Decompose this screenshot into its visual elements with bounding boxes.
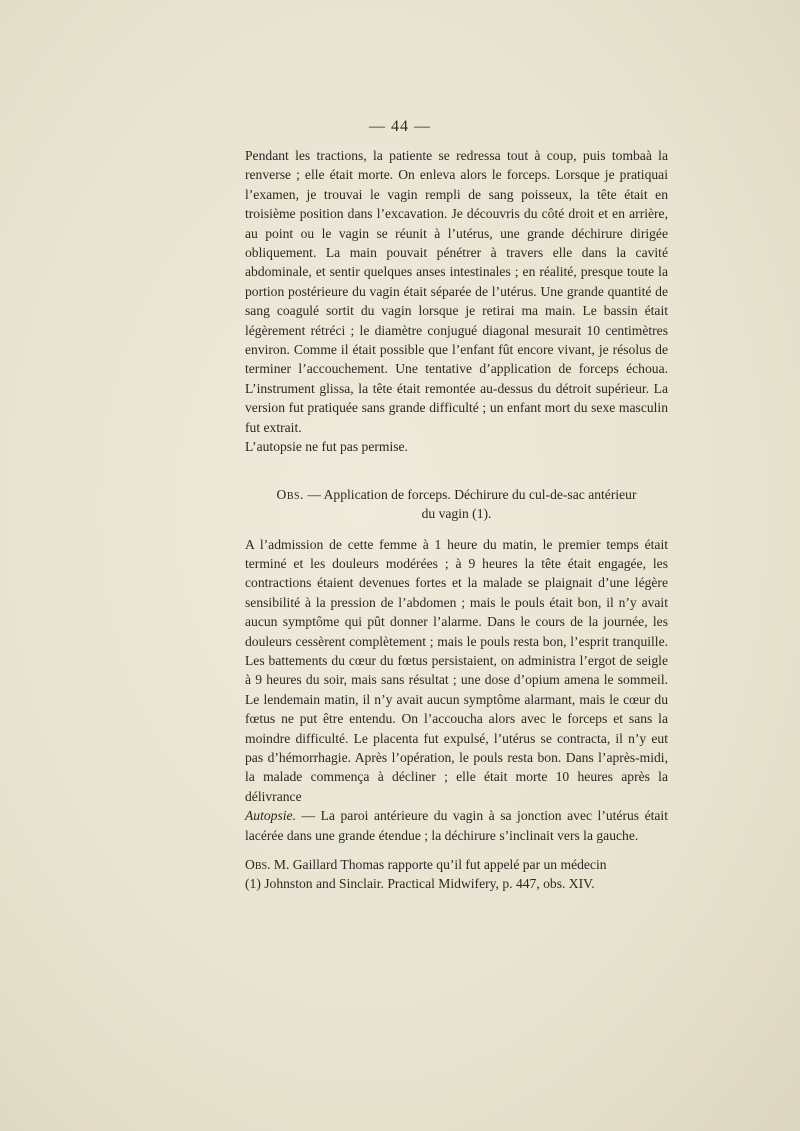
obs2-label: Obs. — [245, 857, 271, 872]
paragraph: L’autopsie ne fut pas permise. — [245, 439, 408, 455]
autopsie-text: — La paroi antérieure du vagin à sa jonction avec l’utérus était lacérée dans une grande étendue ; la déchirure s’inclinait vers la gauche. — [245, 808, 668, 843]
observation-heading — [245, 485, 668, 523]
page-number: — 44 — — [369, 118, 431, 135]
paragraph: Pendant les tractions, la patiente se redressa tout à coup, puis tombaà la renverse ; elle était morte. On enleva alors le forceps. Lorsque je pratiquai l’examen, je trouvai le vagin rempli de sang poisseux, la tête était en troisième position dans l’excavation. Je découvris du côté droit et en arrière, au point ou le vagin se réunit à l’utérus, une grande déchirure dirigée obliquement. La main pouvait pénétrer à travers elle dans la cavité abdominale, et sentir quelques anses intestinales ; en réalité, presque toute la portion postérieure du vagin était séparée de l’utérus. Une grande quantité de sang coagulé sortit du vagin lorsque je retirai ma main. Le bassin était légèrement rétréci ; le diamètre conjugué diagonal mesurait 10 centimètres environ. Comme il était possible que l’enfant fût encore vivant, je résolus de terminer l’accouchement. Une tentative d’application de forceps échoua. L’instrument glissa, la tête était remontée au-dessus du détroit supérieur. La version fut pratiquée sans grande difficulté ; un enfant mort du sexe masculin fut extrait. — [245, 148, 668, 435]
obs-label: Obs. — [276, 486, 304, 502]
paragraph-text: M. Gaillard Thomas rapporte qu’il fut appelé par un médecin — [270, 857, 607, 872]
paragraph — [245, 855, 668, 874]
main-text — [245, 146, 668, 874]
footnote: (1) Johnston and Sinclair. Practical Midwifery, p. 447, obs. XIV. — [245, 876, 595, 891]
paragraph — [245, 806, 668, 845]
obs-title-line-2: du vagin (1). — [421, 505, 492, 521]
paragraph: A l’admission de cette femme à 1 heure du matin, le premier temps était terminé et les douleurs modérées ; à 9 heures la tête était engagée, les contractions étaient devenues fortes et la malade se plaignait d’une légère sensibilité à la pression de l’abdomen ; mais le pouls était bon, il n’y avait aucun symptôme qui pût donner l’alarme. Dans le cours de la journée, les douleurs cessèrent complètement ; mais le pouls resta bon, l’esprit tranquille. Les battements du cœur du fœtus persistaient, on administra l’ergot de seigle à 9 heures du soir, mais sans résultat ; une dose d’opium amena le sommeil. Le lendemain matin, il n’y avait aucun symptôme alarmant, mais le cœur du fœtus ne put être entendu. On l’accoucha alors avec le forceps et sans la moindre difficulté. Le placenta fut expulsé, l’utérus se contracta, il n’y eut pas d’hémorrhagie. Après l’opération, le pouls resta bon. Dans l’après-midi, la malade commença à décliner ; elle était morte 10 heures après la délivrance — [245, 536, 668, 804]
obs-title-line-1: — Application de forceps. Déchirure du cul-de-sac antérieur — [307, 486, 637, 502]
autopsie-label: Autopsie. — [245, 808, 296, 824]
